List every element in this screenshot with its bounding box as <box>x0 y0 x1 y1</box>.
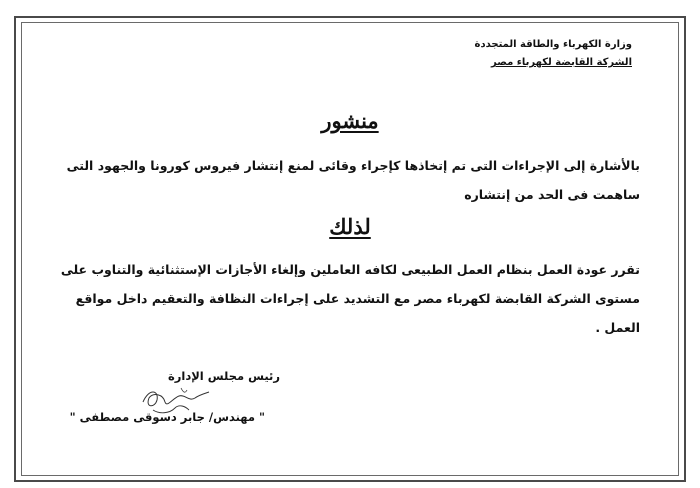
document-title: منشور <box>321 108 379 133</box>
decision-paragraph: تقرر عودة العمل بنظام العمل الطبيعى لكافه العاملين وإلغاء الأجازات الإستثنائية والتناوب على مستوى الشركة القابضة لكهرباء مصر مع التشديد على إجراءات النظافة والتعقيم داخل مواقع العمل . <box>60 262 640 335</box>
ministry-name: وزارة الكهرباء والطاقة المتجددة <box>474 39 632 50</box>
page-border-inner <box>21 22 679 476</box>
signatory-name: " مهندس/ جابر دسوقى مصطفى " <box>69 410 265 424</box>
letterhead <box>475 36 632 72</box>
document-subtitle: لذلك <box>329 214 371 239</box>
company-name: الشركة القابضة لكهرباء مصر <box>491 57 632 68</box>
signatory-title: رئيس مجلس الإدارة <box>167 369 280 383</box>
intro-paragraph: بالأشارة إلى الإجراءات التى تم إتخاذها كإجراء وقائى لمنع إنتشار فيروس كورونا والجهود التى ساهمت فى الحد من إنتشاره <box>66 158 640 202</box>
